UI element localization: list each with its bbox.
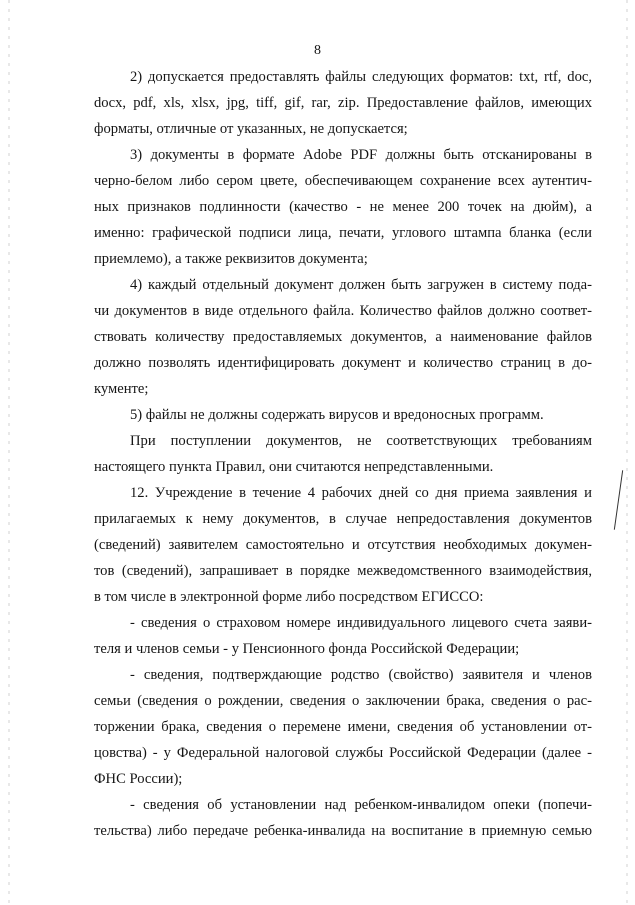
scan-edge-right xyxy=(626,0,628,905)
text-line: форматы, отличные от указанных, не допускается; xyxy=(94,121,408,137)
text-line: семьи (сведения о рождении, сведения о заключении брака, сведения о рас- xyxy=(94,693,592,709)
text-line: тов (сведений), запрашивает в порядке межведомственного взаимодействия, xyxy=(94,563,592,579)
text-line: кументе; xyxy=(94,381,149,397)
text-line: - сведения об установлении над ребенком-инвалидом опеки (попечи- xyxy=(130,797,592,813)
text-line: 5) файлы не должны содержать вирусов и вредоносных программ. xyxy=(130,407,544,423)
text-line: тельства) либо передаче ребенка-инвалида на воспитание в приемную семью xyxy=(94,823,592,839)
text-line: ствовать количеству предоставляемых документов, а наименование файлов xyxy=(94,329,592,345)
text-line: в том числе в электронной форме либо посредством ЕГИССО: xyxy=(94,589,484,605)
text-line: - сведения, подтверждающие родство (свойство) заявителя и членов xyxy=(130,667,592,683)
text-line: теля и членов семьи - у Пенсионного фонда Российской Федерации; xyxy=(94,641,520,657)
text-line: ФНС России); xyxy=(94,771,183,787)
text-line: цовства) - у Федеральной налоговой службы Российской Федерации (далее - xyxy=(94,745,592,761)
text-line: должно позволять идентифицировать документ и количество страниц в до- xyxy=(94,355,592,371)
scan-mark xyxy=(614,470,623,530)
text-line: черно-белом либо сером цвете, обеспечивающем сохранение всех аутентич- xyxy=(94,173,592,189)
scan-edge-left xyxy=(8,0,10,905)
text-line: приемлемо), а также реквизитов документа; xyxy=(94,251,368,267)
text-line: 4) каждый отдельный документ должен быть загружен в систему пода- xyxy=(130,277,592,293)
text-line: именно: графической подписи лица, печати, углового штампа бланка (если xyxy=(94,225,592,241)
page-number: 8 xyxy=(314,43,321,58)
text-line: чи документов в виде отдельного файла. Количество файлов должно соответ- xyxy=(94,303,592,319)
text-line: docx, pdf, xls, xlsx, jpg, tiff, gif, rar, zip. Предоставление файлов, имеющих xyxy=(94,95,592,111)
text-line: ных признаков подлинности (качество - не менее 200 точек на дюйм), а xyxy=(94,199,592,215)
text-line: При поступлении документов, не соответствующих требованиям xyxy=(130,433,592,449)
text-line: 2) допускается предоставлять файлы следующих форматов: txt, rtf, doc, xyxy=(130,69,592,85)
text-line: прилагаемых к нему документов, в случае непредоставления документов xyxy=(94,511,592,527)
text-line: торжении брака, сведения о перемене имени, сведения об установлении от- xyxy=(94,719,592,735)
text-line: - сведения о страховом номере индивидуального лицевого счета заяви- xyxy=(130,615,592,631)
text-line: настоящего пункта Правил, они считаются непредставленными. xyxy=(94,459,494,475)
text-line: 3) документы в формате Adobe PDF должны быть отсканированы в xyxy=(130,147,592,163)
text-line: (сведений) заявителем самостоятельно и отсутствия необходимых докумен- xyxy=(94,537,592,553)
text-line: 12. Учреждение в течение 4 рабочих дней со дня приема заявления и xyxy=(130,485,592,501)
